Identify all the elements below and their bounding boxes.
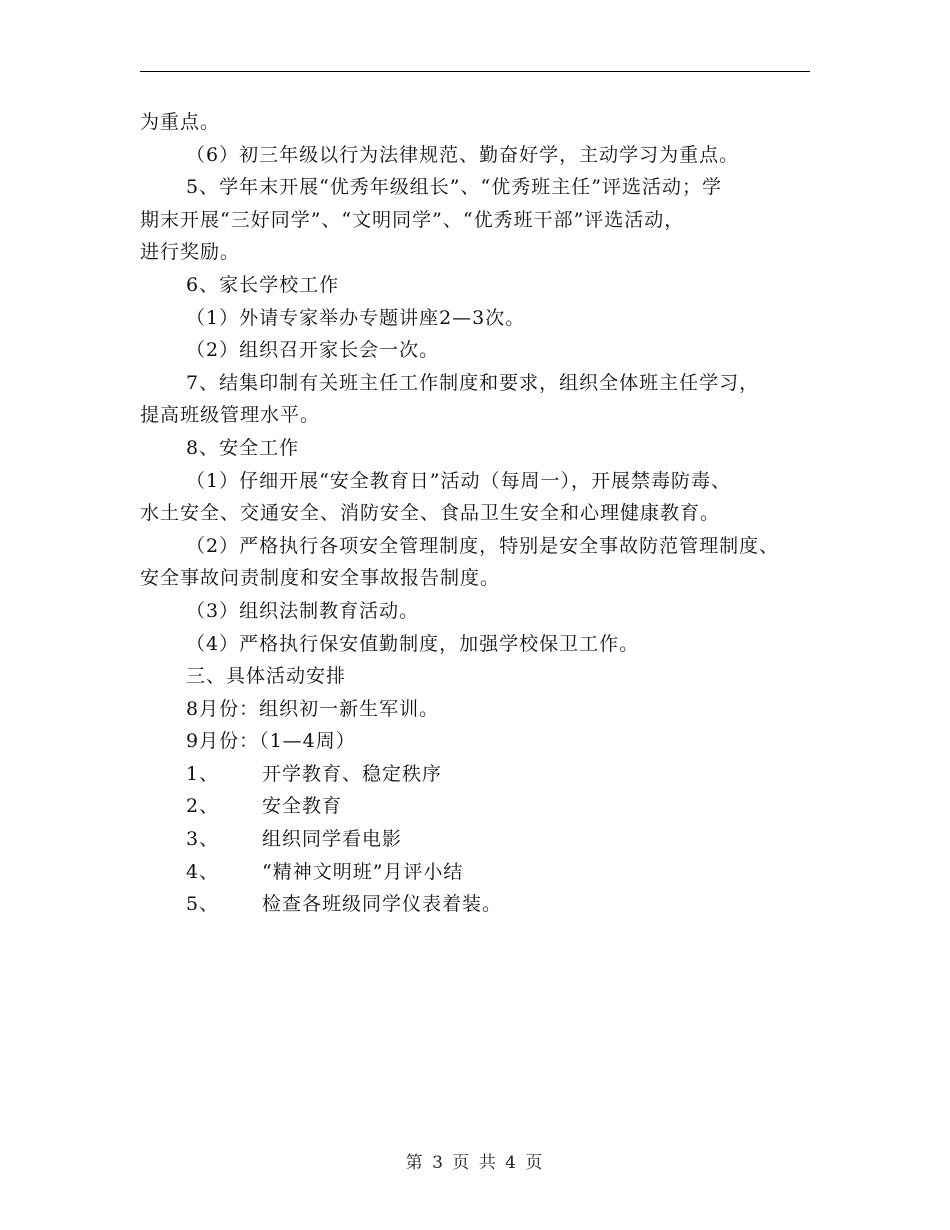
section-heading: 6、家长学校工作 <box>186 273 340 296</box>
list-item <box>140 823 810 856</box>
header-rule <box>140 71 810 72</box>
list-item-text: 安全教育 <box>262 795 343 818</box>
text-line: （4）严格执行保安值勤制度，加强学校保卫工作。 <box>186 632 640 655</box>
text-line: 提高班级管理水平。 <box>140 404 321 427</box>
section-heading: 8、安全工作 <box>186 436 300 459</box>
list-item-text: “精神文明班”月评小结 <box>262 860 464 883</box>
section-heading: 三、具体活动安排 <box>186 665 347 688</box>
text-line: 5、学年末开展“优秀年级组长”、“优秀班主任”评选活动；学 <box>186 176 722 199</box>
list-item <box>140 856 810 889</box>
list-item-text: 组织同学看电影 <box>262 828 403 851</box>
list-item <box>140 888 810 921</box>
list-item-number: 5、 <box>186 893 220 916</box>
list-item-number: 3、 <box>186 828 220 851</box>
list-item-text: 开学教育、稳定秩序 <box>262 762 443 785</box>
list-item <box>140 758 810 791</box>
page-footer: 第 3 页 共 4 页 <box>405 1153 545 1173</box>
text-line: 期末开展“三好同学”、“文明同学”、“优秀班干部”评选活动， <box>140 208 685 231</box>
text-line: （1）仔细开展“安全教育日”活动（每周一），开展禁毒防毒、 <box>186 469 732 492</box>
list-item-number: 2、 <box>186 795 220 818</box>
text-line: 为重点。 <box>140 111 221 133</box>
text-line: 水土安全、交通安全、消防安全、食品卫生安全和心理健康教育。 <box>140 502 721 525</box>
text-line: （6）初三年级以行为法律规范、勤奋好学，主动学习为重点。 <box>186 143 740 166</box>
list-item <box>140 790 810 823</box>
text-line: （2）严格执行各项安全管理制度，特别是安全事故防范管理制度、 <box>186 534 780 557</box>
document-body <box>140 106 810 921</box>
list-item-number: 4、 <box>186 860 220 883</box>
text-line: 进行奖励。 <box>140 241 241 264</box>
text-line: （2）组织召开家长会一次。 <box>186 339 440 362</box>
text-line: 8月份：组织初一新生军训。 <box>186 697 440 720</box>
text-line: 9月份：（1—4周） <box>186 730 356 753</box>
text-line: （1）外请专家举办专题讲座2—3次。 <box>186 306 526 329</box>
list-item-text: 检查各班级同学仪表着装。 <box>262 893 503 916</box>
text-line: 7、结集印制有关班主任工作制度和要求，组织全体班主任学习， <box>186 371 760 394</box>
list-item-number: 1、 <box>186 762 220 785</box>
text-line: 安全事故问责制度和安全事故报告制度。 <box>140 567 501 590</box>
text-line: （3）组织法制教育活动。 <box>186 599 420 622</box>
